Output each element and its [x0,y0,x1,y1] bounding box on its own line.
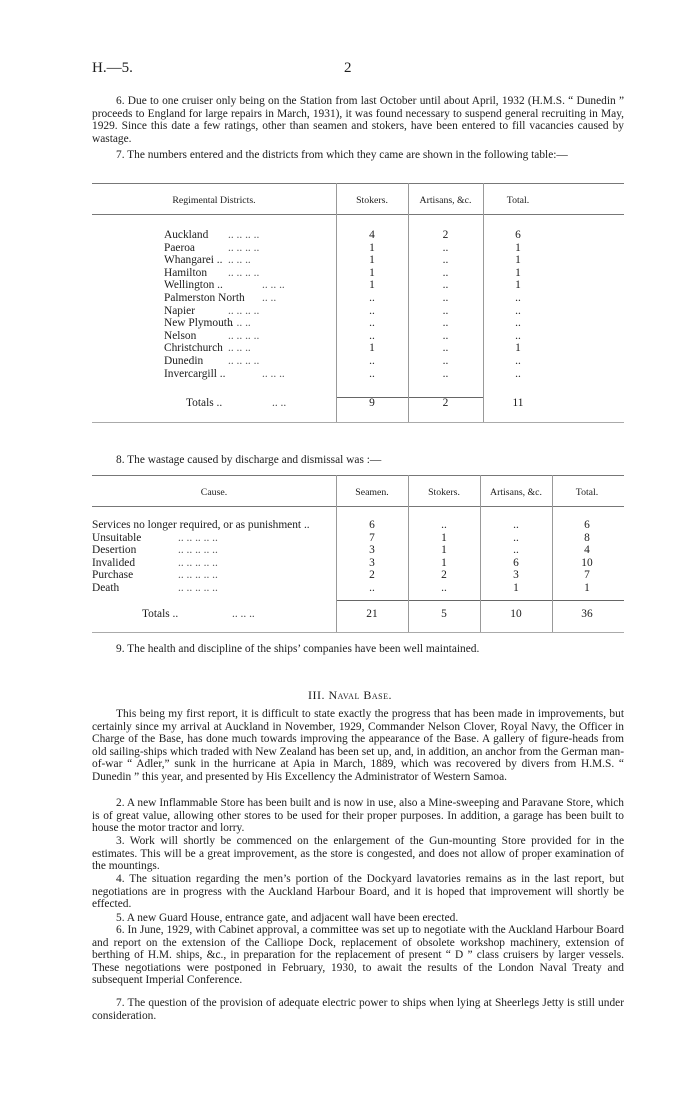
row-district: Napier [164,304,195,317]
naval-base-paragraph-text: 5. A new Guard House, entrance gate, and adjacent wall have been erected. [116,912,459,924]
row-cause: Desertion [92,544,137,557]
row-district: New Plymouth [164,317,233,330]
totals-dots: .. .. [272,397,287,409]
row-district: Paeroa [164,241,195,254]
row-artisans: .. [442,355,449,367]
row-dots: .. .. .. [228,342,251,355]
totals-stokers: 9 [369,397,375,409]
naval-base-paragraph [92,912,624,925]
row-stokers: 1 [441,556,447,569]
row-dots: .. .. .. .. .. [178,556,218,569]
row-dots: .. .. .. .. [228,266,260,279]
row-stokers: 1 [441,531,447,544]
row-artisans: 6 [513,556,519,569]
naval-base-paragraph-text: 3. Work will shortly be commenced on the enlargement of the Gun-mounting Store provided for in the estimates. This will be a great improvement, as the store is congested, and does not allow of proper examination of the mountings. [92,835,624,873]
row-artisans: .. [442,329,449,342]
naval-base-paragraph [92,708,624,784]
paragraph-7 [92,149,624,162]
row-stokers: .. [369,292,375,304]
row-artisans: .. [442,292,449,304]
section-heading [0,688,700,703]
row-cause: Invalided [92,556,136,569]
row-artisans: .. [442,342,449,355]
naval-base-paragraph [92,797,624,835]
row-total: .. [515,304,521,317]
row-total: 10 [581,556,593,569]
row-district: Christchurch [164,342,223,355]
paragraph-9 [92,643,624,656]
paragraph-6 [92,95,624,145]
document-reference: H.—5. [92,60,133,76]
row-stokers: .. [441,582,447,594]
row-dots: .. .. .. .. [228,229,260,241]
naval-base-paragraph-text: This being my first report, it is difficult to state exactly the progress that has been made in improvements, but certainly since my arrival at Auckland in November, 1929, Commander Nelson Clover, Royal Navy, the Officer in Charge of the Base, has done much towards improving the appearance of the Base. A gallery of figure-heads from old sailing-ships which traded with New Zealand has been set up, and, in addition, an anchor from the German man-of-war “ Adler,” sunk in the hurricane at Apia in March, 1889, which was recovered by divers from H.M.S. “ Dunedin ” this year, and presented by His Excellency the Administrator of Western Samoa. [92,708,624,783]
totals-stokers: 5 [441,608,447,620]
row-artisans: .. [442,367,449,380]
row-district: Hamilton [164,266,208,279]
totals-dots: .. .. .. [232,608,255,620]
row-artisans: .. [442,266,449,279]
totals-label: Totals .. [186,397,223,409]
row-district: Nelson [164,329,197,342]
row-stokers: .. [441,519,447,531]
row-seamen: 7 [369,531,375,544]
row-cause: Purchase [92,569,134,582]
row-stokers: 1 [369,241,375,254]
row-stokers: 1 [369,342,375,355]
table-rule [92,632,624,633]
paragraph-6-text: 6. Due to one cruiser only being on the Station from last October until about April, 1932 (H.M.S. “ Dunedin ” proceeds to England for large repairs in March, 1931), it was found necessary to suspend general recruiting in May, 1929. Since this date a few ratings, other than seamen and stokers, have been entered to fill vacancies caused by wastage. [92,95,624,145]
row-district: Dunedin [164,355,204,367]
totals-total: 11 [512,397,524,409]
naval-base-paragraph-text: 7. The question of the provision of adequate electric power to ships when lying at Sheerlegs Jetty is still under consideration. [92,997,624,1022]
row-total: 1 [515,241,521,254]
header-total: Total. [506,195,530,206]
paragraph-9-text: 9. The health and discipline of the ships’ companies have been well maintained. [116,643,480,655]
naval-base-paragraph-text: 6. In June, 1929, with Cabinet approval, a committee was set up to negotiate with the Auckland Harbour Board and report on the extension of the Calliope Dock, replacement of obsolete workshop machinery, extension of berthing of H.M. ships, &c., in preparation for the replacement of present “ D ” class cruisers by larger vessels. These negotiations were postponed in February, 1930, to await the results of the London Naval Treaty and subsequent Imperial Conference. [92,924,624,987]
row-total: 1 [515,254,521,267]
table-rule [92,422,624,423]
naval-base-paragraph [92,835,624,873]
naval-base-paragraph-text: 2. A new Inflammable Store has been built and is now in use, also a Mine-sweeping and Paravane Store, which is of great value, allowing other stores to be used for their proper purposes. In addition, a garage has been built to house the motor tractor and lorry. [92,797,624,835]
paragraph-7-text: 7. The numbers entered and the districts from which they came are shown in the following table:— [116,149,568,161]
header-cause: Cause. [200,487,228,498]
row-total: 1 [515,279,521,292]
header-stokers: Stokers. [356,195,388,206]
row-total: 7 [584,569,590,582]
naval-base-paragraph [92,873,624,911]
naval-base-paragraph [92,997,624,1022]
row-seamen: 6 [369,519,375,531]
row-artisans: 3 [513,569,519,582]
header-regimental-districts: Regimental Districts. [172,195,256,206]
row-district: Invercargill .. [164,367,226,380]
row-stokers: .. [369,367,375,380]
row-dots: .. .. .. [228,317,251,330]
row-seamen: .. [369,582,375,594]
totals-label: Totals .. [142,608,179,620]
section-title: Naval Base. [328,688,392,702]
table-rule [92,183,624,184]
row-stokers: 4 [369,229,375,241]
row-artisans: .. [442,241,449,254]
row-stokers: .. [369,304,375,317]
row-total: .. [515,355,521,367]
naval-base-paragraph-text: 4. The situation regarding the men’s portion of the Dockyard lavatories remains as in the last report, but negotiations are in progress with the Auckland Harbour Board, and it is hoped that improvement will shortly be effected. [92,873,624,911]
row-dots: .. .. .. [262,279,285,292]
row-stokers: 1 [369,266,375,279]
row-stokers: 1 [441,544,447,557]
row-total: 1 [515,342,521,355]
row-artisans: .. [513,531,519,544]
row-cause: Death [92,582,120,594]
totals-artisans: 10 [510,608,522,620]
row-district: Palmerston North [164,292,245,304]
row-total: .. [515,367,521,380]
row-total: 6 [584,519,590,531]
row-dots: .. .. .. .. .. [178,582,218,594]
row-artisans: .. [442,279,449,292]
header-artisans: Artisans, &c. [419,195,472,206]
row-dots: .. .. .. .. [228,241,260,254]
header-seamen: Seamen. [355,487,389,498]
row-total: .. [515,329,521,342]
section-numeral: III. [308,688,326,702]
row-dots: .. .. .. .. [228,355,260,367]
table-rule [92,475,624,476]
row-artisans: .. [513,544,519,557]
row-total: .. [515,317,521,330]
row-dots: .. .. [262,292,277,304]
row-total: 1 [515,266,521,279]
row-cause: Unsuitable [92,531,142,544]
row-district: Wellington .. [164,279,223,292]
row-dots: .. .. .. .. [228,304,260,317]
naval-base-paragraph [92,924,624,987]
row-stokers: .. [369,355,375,367]
row-seamen: 3 [369,556,375,569]
row-dots: .. .. .. .. .. [178,569,218,582]
row-dots: .. .. .. .. .. [178,531,218,544]
row-stokers: .. [369,329,375,342]
row-total: 1 [584,582,590,594]
row-district: Whangarei .. [164,254,223,267]
table-rule [92,214,624,215]
row-artisans: .. [442,304,449,317]
row-dots: .. .. .. [228,254,251,267]
row-artisans: 1 [513,582,519,594]
row-artisans: .. [442,317,449,330]
row-artisans: .. [442,254,449,267]
row-dots: .. .. .. [262,367,285,380]
paragraph-8 [92,454,624,467]
row-stokers: 1 [369,254,375,267]
row-stokers: .. [369,317,375,330]
row-total: 4 [584,544,590,557]
row-dots: .. .. .. .. [228,329,260,342]
header-stokers: Stokers. [428,487,460,498]
row-artisans: .. [513,519,519,531]
row-total: 6 [515,229,521,241]
header-artisans: Artisans, &c. [490,487,542,498]
row-seamen: 2 [369,569,375,582]
totals-seamen: 21 [366,608,378,620]
paragraph-8-text: 8. The wastage caused by discharge and dismissal was :— [116,454,382,466]
header-total: Total. [575,487,599,498]
table-rule [92,506,624,507]
row-artisans: 2 [442,229,449,241]
row-total: .. [515,292,521,304]
totals-total: 36 [581,608,593,620]
page-number: 2 [344,60,352,76]
totals-artisans: 2 [442,397,449,409]
row-total: 8 [584,531,590,544]
row-dots: .. .. .. .. .. [178,544,218,557]
row-stokers: 2 [441,569,447,582]
row-cause: Services no longer required, or as punishment .. [92,519,310,531]
row-district: Auckland [164,229,209,241]
row-seamen: 3 [369,544,375,557]
row-stokers: 1 [369,279,375,292]
